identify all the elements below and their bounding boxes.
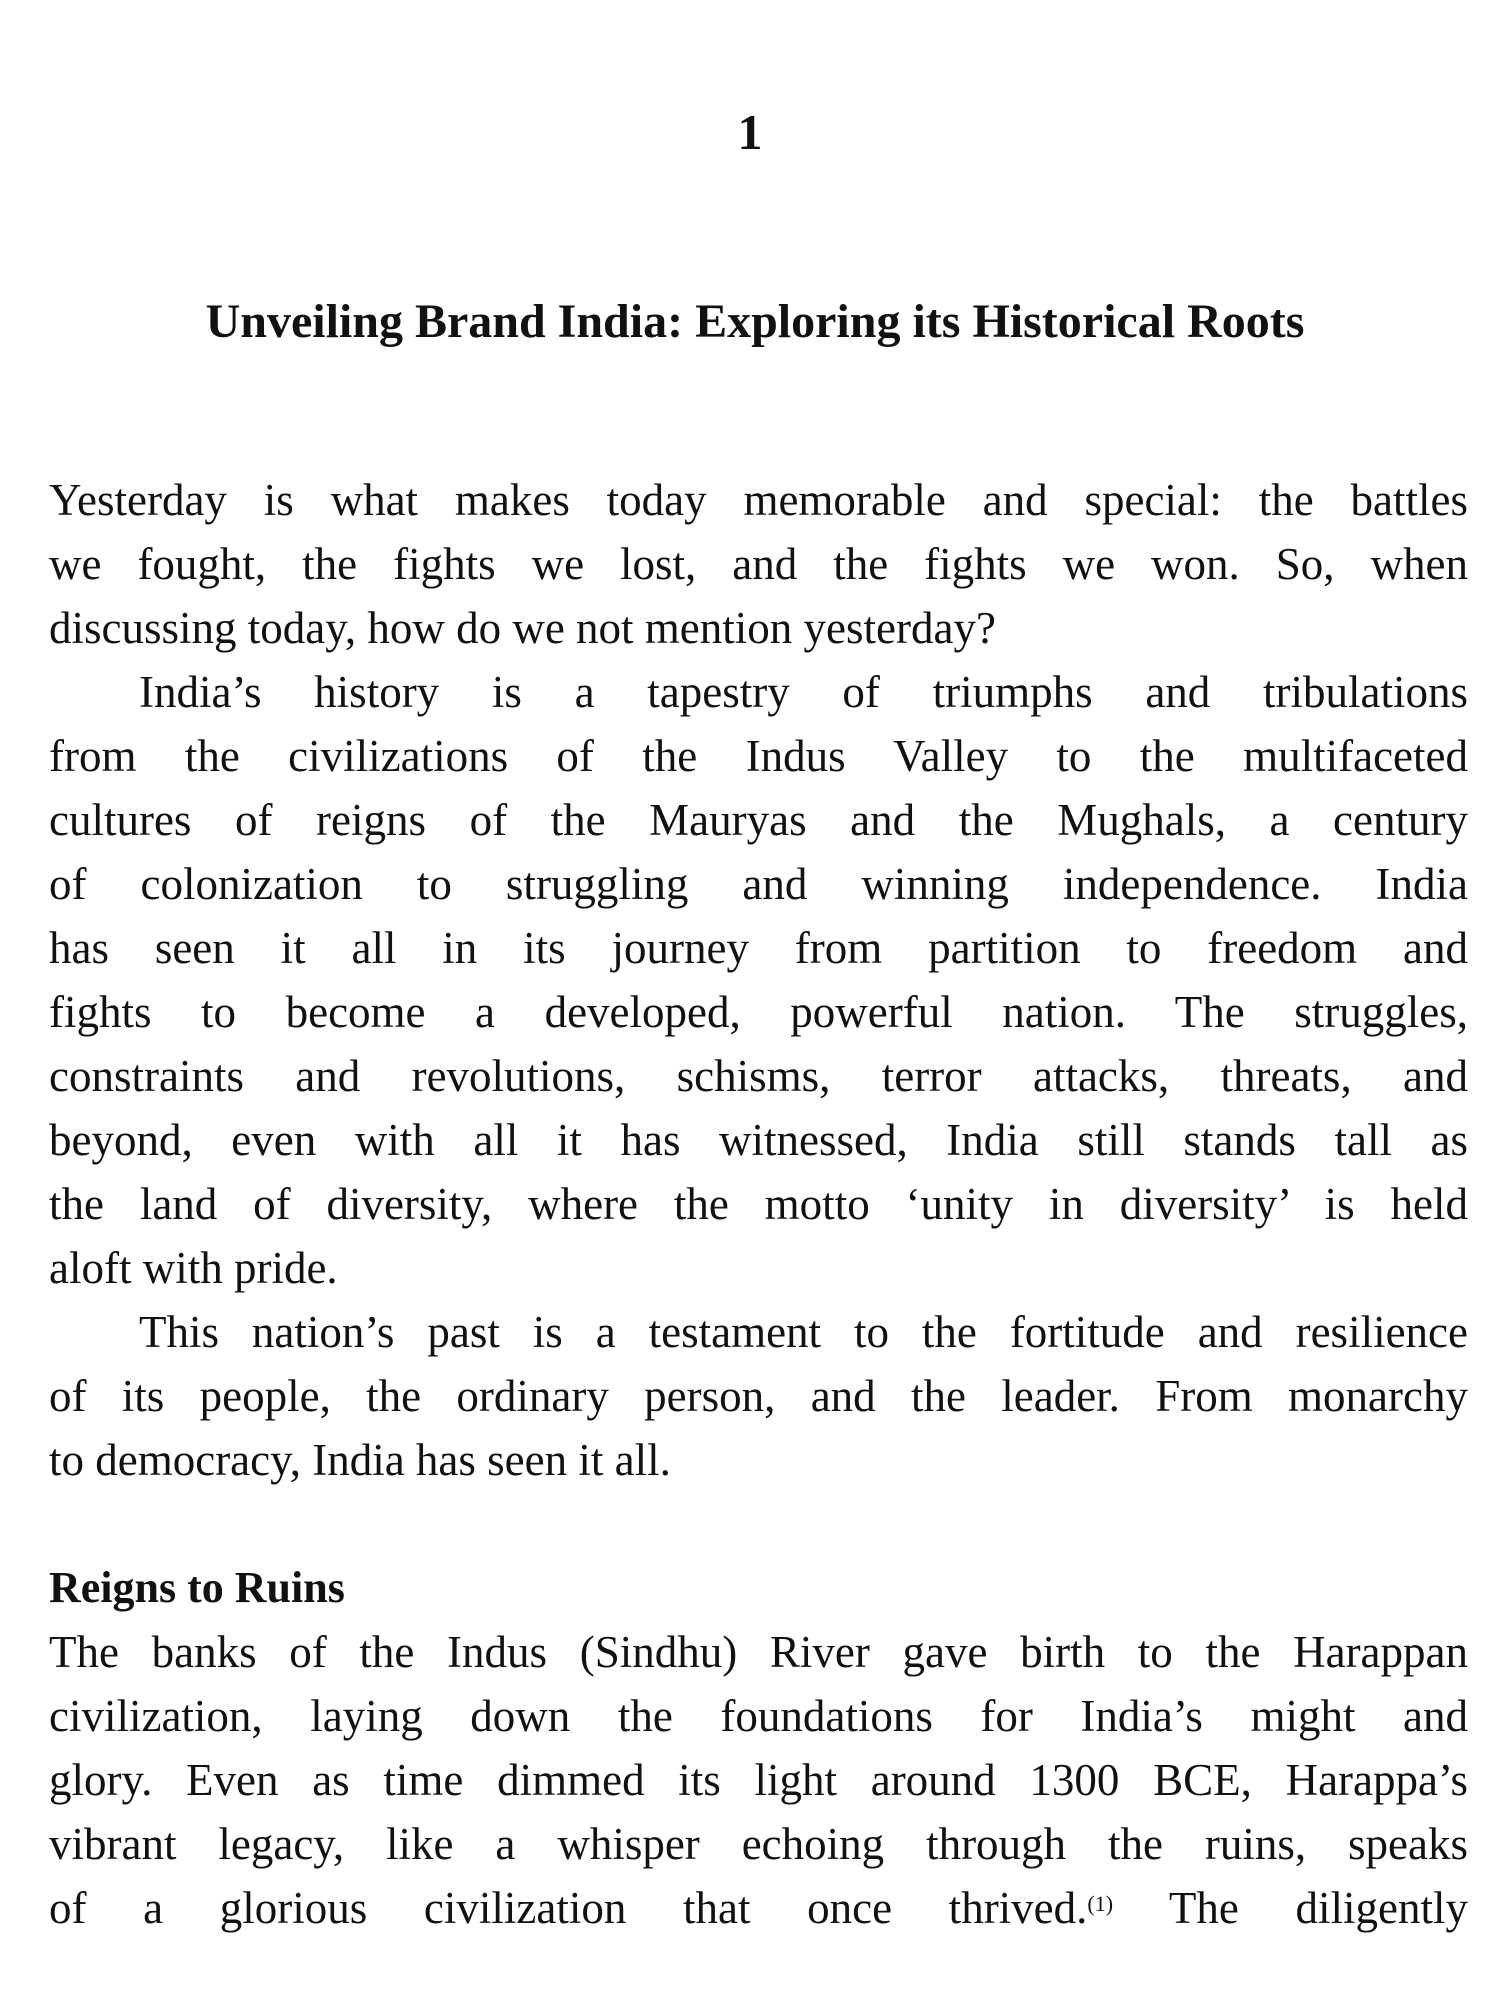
chapter-title: Unveiling Brand India: Exploring its Historical Roots: [205, 295, 1305, 348]
text-line: discussing today, how do we not mention yesterday?: [49, 603, 996, 653]
text-line: of its people, the ordinary person, and the leader. From monarchy: [49, 1371, 1468, 1421]
text-line: cultures of reigns of the Mauryas and the Mughals, a century: [49, 795, 1468, 845]
section-heading: Reigns to Ruins: [49, 1563, 345, 1612]
text-line: aloft with pride.: [49, 1243, 338, 1293]
text-line: of colonization to struggling and winning independence. India: [49, 859, 1468, 909]
text-line: from the civilizations of the Indus Valley to the multifaceted: [49, 731, 1468, 781]
text-line: constraints and revolutions, schisms, terror attacks, threats, and: [49, 1051, 1468, 1101]
text-line: to democracy, India has seen it all.: [49, 1435, 671, 1485]
text-line: The banks of the Indus (Sindhu) River gave birth to the Harappan: [49, 1627, 1468, 1677]
text-line: India’s history is a tapestry of triumphs and tribulations: [139, 667, 1468, 717]
text-line: glory. Even as time dimmed its light around 1300 BCE, Harappa’s: [49, 1755, 1468, 1805]
text-line: has seen it all in its journey from partition to freedom and: [49, 923, 1468, 973]
text-line: fights to become a developed, powerful nation. The struggles,: [49, 987, 1468, 1037]
footnote-reference[interactable]: (1): [1087, 1891, 1114, 1916]
text-line: beyond, even with all it has witnessed, India still stands tall as: [49, 1115, 1468, 1165]
text-line: [49, 1876, 1468, 1940]
intro-text: [49, 468, 1468, 1492]
text-fragment: of a glorious civilization that once thrived.: [49, 1883, 1088, 1933]
chapter-number: 1: [737, 104, 763, 160]
text-line: Yesterday is what makes today memorable and special: the battles: [49, 475, 1468, 525]
text-line: This nation’s past is a testament to the fortitude and resilience: [139, 1307, 1468, 1357]
text-line: civilization, laying down the foundations for India’s might and: [49, 1691, 1468, 1741]
text-line: we fought, the fights we lost, and the fights we won. So, when: [49, 539, 1468, 589]
text-line: the land of diversity, where the motto ‘unity in diversity’ is held: [49, 1179, 1468, 1229]
text-fragment: The diligently: [1113, 1883, 1468, 1933]
text-line: vibrant legacy, like a whisper echoing through the ruins, speaks: [49, 1819, 1468, 1869]
section-reigns-to-ruins: [49, 1556, 1468, 1940]
